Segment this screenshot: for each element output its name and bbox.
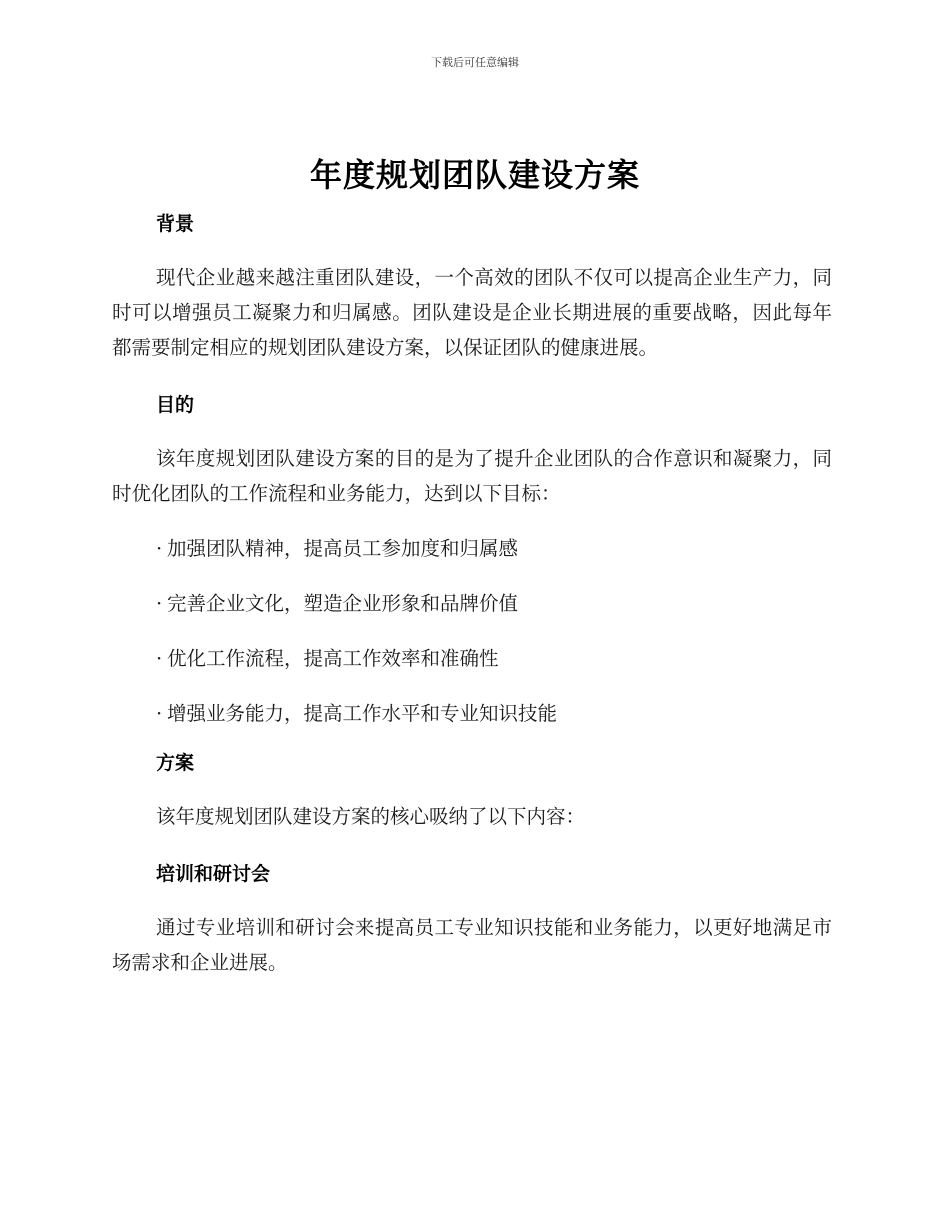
goal-list-item (112, 531, 832, 566)
goal-list-item (112, 586, 832, 621)
goal-list-item (112, 696, 832, 731)
section-heading-background: 背景 (156, 213, 195, 235)
purpose-paragraph: 该年度规划团队建设方案的目的是为了提升企业团队的合作意识和凝聚力，同时优化团队的工作流程和业务能力，达到以下目标： (112, 447, 832, 505)
bullet-icon: · (156, 702, 163, 725)
header-note: 下载后可任意编辑 (431, 56, 519, 69)
bullet-icon: · (156, 592, 163, 615)
training-paragraph: 通过专业培训和研讨会来提高员工专业知识技能和业务能力，以更好地满足市场需求和企业进展。 (112, 916, 832, 974)
bullet-icon: · (156, 647, 163, 670)
section-heading-training: 培训和研讨会 (156, 863, 271, 885)
plan-paragraph: 该年度规划团队建设方案的核心吸纳了以下内容： (156, 805, 586, 828)
section-heading-plan: 方案 (156, 752, 195, 774)
goal-text: 优化工作流程，提高工作效率和准确性 (167, 647, 499, 670)
document-title: 年度规划团队建设方案 (309, 156, 640, 194)
bullet-icon: · (156, 537, 163, 560)
goal-text: 增强业务能力，提高工作水平和专业知识技能 (167, 702, 558, 725)
section-heading-purpose: 目的 (156, 394, 195, 416)
document-body (112, 204, 832, 980)
goal-text: 加强团队精神，提高员工参加度和归属感 (167, 537, 519, 560)
goal-list-item (112, 641, 832, 676)
background-paragraph: 现代企业越来越注重团队建设，一个高效的团队不仅可以提高企业生产力，同时可以增强员工凝聚力和归属感。团队建设是企业长期进展的重要战略，因此每年都需要制定相应的规划团队建设方案，以保证团队的健康进展。 (112, 266, 832, 359)
goal-text: 完善企业文化，塑造企业形象和品牌价值 (167, 592, 519, 615)
